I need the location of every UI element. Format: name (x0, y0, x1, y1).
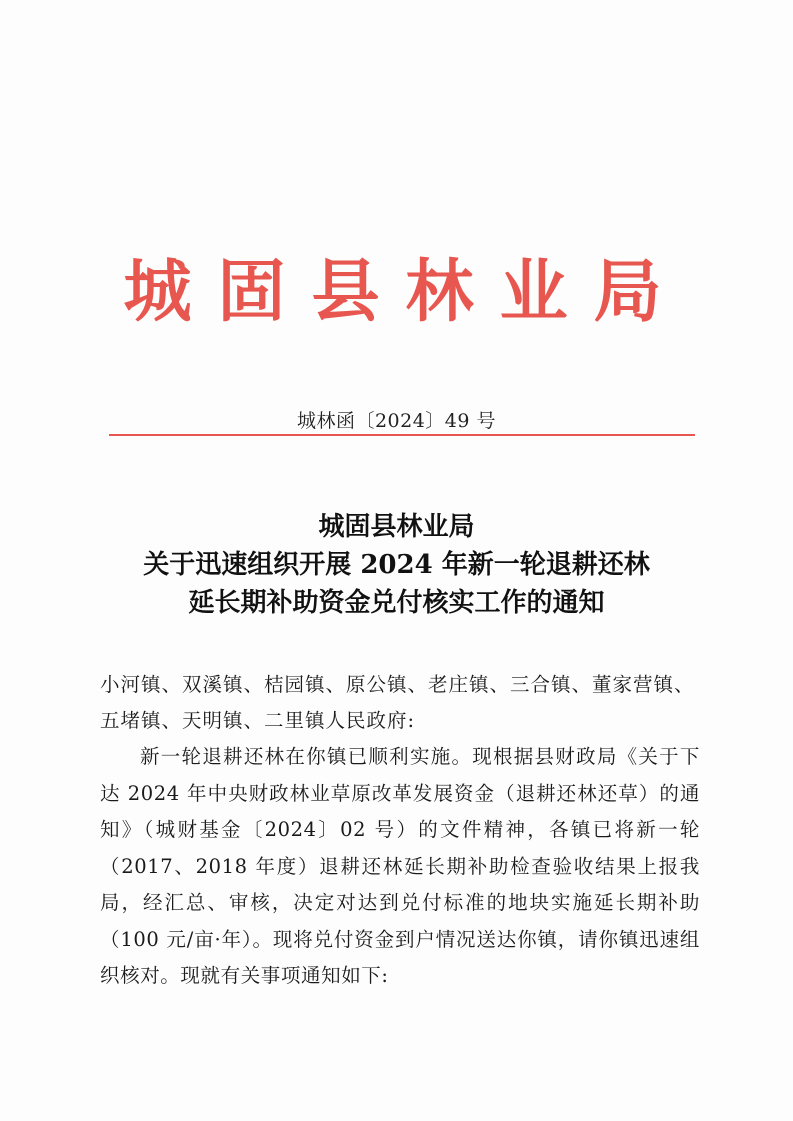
header-divider (109, 434, 695, 436)
document-title (0, 508, 793, 622)
title-line-2: 关于迅速组织开展 2024 年新一轮退耕还林 (143, 550, 650, 580)
title-line-1: 城固县林业局 (318, 512, 475, 542)
addressee: 小河镇、双溪镇、桔园镇、原公镇、老庄镇、三合镇、董家营镇、五堵镇、天明镇、二里镇人民政府: (100, 673, 695, 732)
title-line-3: 延长期补助资金兑付核实工作的通知 (188, 588, 605, 618)
agency-header: 城固县林业局 (123, 253, 688, 332)
body-paragraph: 新一轮退耕还林在你镇已顺利实施。现根据县财政局《关于下达 2024 年中央财政林业草原改革发展资金（退耕还林还草）的通知》（城财基金〔2024〕02 号）的文件精神，各镇已将新一轮（2017、2018 年度）退耕还林延长期补助检查验收结果上报我局，经汇总、审核，决定对达到兑付标准的地块实施延长期补助（100 元/亩·年）。现将兑付资金到户情况送达你镇，请你镇迅速组织核对。现就有关事项通知如下: (100, 745, 700, 987)
document-number: 城林函〔2024〕49 号 (296, 410, 497, 432)
